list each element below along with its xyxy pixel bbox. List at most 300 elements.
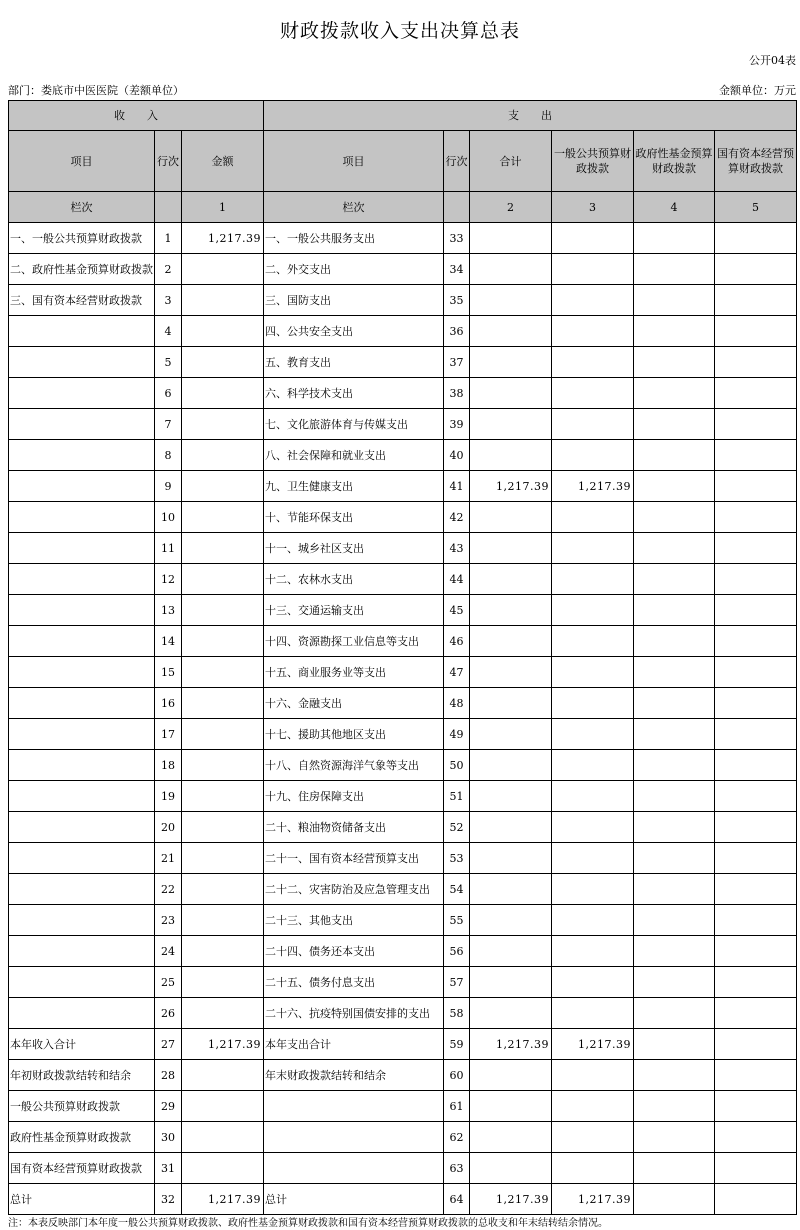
gov-fund-cell [634, 347, 715, 378]
gov-fund-cell [634, 502, 715, 533]
table-row [9, 719, 797, 750]
income-line-cell: 14 [155, 626, 182, 657]
state-capital-cell [715, 1184, 797, 1215]
total-cell [470, 533, 552, 564]
state-capital-cell [715, 471, 797, 502]
table-row [9, 750, 797, 781]
state-capital-cell [715, 688, 797, 719]
gov-fund-cell [634, 843, 715, 874]
income-amount-cell [182, 812, 264, 843]
expense-item-cell: 二十六、抗疫特别国债安排的支出 [264, 998, 444, 1029]
expense-item-cell: 九、卫生健康支出 [264, 471, 444, 502]
general-budget-cell [552, 347, 634, 378]
expense-item-cell: 十五、商业服务业等支出 [264, 657, 444, 688]
state-capital-cell [715, 285, 797, 316]
total-cell [470, 843, 552, 874]
state-capital-cell [715, 1122, 797, 1153]
general-budget-cell [552, 750, 634, 781]
expense-line-cell: 55 [444, 905, 470, 936]
income-item-cell: 本年收入合计 [9, 1029, 155, 1060]
income-item-cell [9, 657, 155, 688]
income-line-cell: 9 [155, 471, 182, 502]
total-cell: 1,217.39 [470, 1029, 552, 1060]
income-line-header: 行次 [155, 131, 182, 192]
expense-item-header: 项目 [264, 131, 444, 192]
general-budget-cell [552, 967, 634, 998]
income-amount-cell [182, 533, 264, 564]
state-capital-cell [715, 750, 797, 781]
expense-item-cell: 八、社会保障和就业支出 [264, 440, 444, 471]
column-2: 2 [470, 192, 552, 223]
income-header: 收 入 [9, 101, 264, 131]
total-cell [470, 967, 552, 998]
table-row [9, 1091, 797, 1122]
expense-line-cell: 42 [444, 502, 470, 533]
general-budget-cell [552, 502, 634, 533]
expense-line-cell: 60 [444, 1060, 470, 1091]
expense-item-cell: 十三、交通运输支出 [264, 595, 444, 626]
income-item-cell [9, 471, 155, 502]
state-capital-cell [715, 812, 797, 843]
income-amount-cell [182, 1091, 264, 1122]
income-line-cell: 27 [155, 1029, 182, 1060]
expense-item-cell: 十二、农林水支出 [264, 564, 444, 595]
table-row [9, 967, 797, 998]
general-budget-cell [552, 1091, 634, 1122]
table-row [9, 843, 797, 874]
general-budget-cell [552, 1153, 634, 1184]
total-cell [470, 564, 552, 595]
expense-item-cell: 四、公共安全支出 [264, 316, 444, 347]
expense-item-cell: 五、教育支出 [264, 347, 444, 378]
expense-line-cell: 54 [444, 874, 470, 905]
expense-line-header: 行次 [444, 131, 470, 192]
expense-line-cell: 34 [444, 254, 470, 285]
state-capital-cell [715, 781, 797, 812]
expense-item-cell: 总计 [264, 1184, 444, 1215]
income-amount-cell [182, 285, 264, 316]
gov-fund-cell [634, 254, 715, 285]
total-cell [470, 1122, 552, 1153]
gov-fund-cell [634, 905, 715, 936]
income-amount-cell [182, 440, 264, 471]
gov-fund-cell [634, 533, 715, 564]
gov-fund-cell [634, 564, 715, 595]
expense-line-cell: 43 [444, 533, 470, 564]
total-cell [470, 719, 552, 750]
expense-line-cell: 51 [444, 781, 470, 812]
expense-header: 支 出 [264, 101, 797, 131]
expense-line-cell: 40 [444, 440, 470, 471]
income-item-cell [9, 409, 155, 440]
state-capital-cell [715, 440, 797, 471]
expense-line-cell: 41 [444, 471, 470, 502]
income-item-cell: 一、一般公共预算财政拨款 [9, 223, 155, 254]
expense-line-cell: 58 [444, 998, 470, 1029]
general-budget-cell [552, 998, 634, 1029]
income-amount-cell [182, 905, 264, 936]
income-item-cell [9, 564, 155, 595]
state-capital-cell [715, 967, 797, 998]
income-item-cell: 国有资本经营预算财政拨款 [9, 1153, 155, 1184]
table-row [9, 1122, 797, 1153]
income-line-cell: 3 [155, 285, 182, 316]
expense-item-cell: 年末财政拨款结转和结余 [264, 1060, 444, 1091]
state-capital-cell [715, 378, 797, 409]
table-row [9, 533, 797, 564]
table-row [9, 409, 797, 440]
general-budget-cell [552, 378, 634, 409]
expense-line-cell: 64 [444, 1184, 470, 1215]
expense-line-cell: 45 [444, 595, 470, 626]
general-budget-cell [552, 316, 634, 347]
income-line-cell: 24 [155, 936, 182, 967]
general-budget-cell [552, 254, 634, 285]
expense-item-cell: 十六、金融支出 [264, 688, 444, 719]
income-line-cell: 30 [155, 1122, 182, 1153]
expense-line-cell: 50 [444, 750, 470, 781]
gov-fund-cell [634, 1091, 715, 1122]
income-item-cell: 政府性基金预算财政拨款 [9, 1122, 155, 1153]
gov-fund-cell [634, 781, 715, 812]
general-budget-cell [552, 843, 634, 874]
income-item-cell [9, 595, 155, 626]
income-amount-cell: 1,217.39 [182, 1029, 264, 1060]
state-capital-cell [715, 1153, 797, 1184]
income-line-cell: 4 [155, 316, 182, 347]
column-label: 栏次 [9, 192, 155, 223]
expense-item-cell: 十七、援助其他地区支出 [264, 719, 444, 750]
total-cell [470, 378, 552, 409]
gov-fund-cell [634, 874, 715, 905]
gov-fund-cell [634, 1153, 715, 1184]
gov-fund-cell [634, 285, 715, 316]
income-item-cell: 二、政府性基金预算财政拨款 [9, 254, 155, 285]
income-line-cell: 11 [155, 533, 182, 564]
income-item-cell [9, 750, 155, 781]
expense-line-cell: 44 [444, 564, 470, 595]
state-capital-cell [715, 874, 797, 905]
gov-fund-cell [634, 1122, 715, 1153]
general-budget-cell [552, 595, 634, 626]
expense-item-cell: 二十、粮油物资储备支出 [264, 812, 444, 843]
state-capital-cell [715, 254, 797, 285]
table-row [9, 626, 797, 657]
expense-item-cell: 七、文化旅游体育与传媒支出 [264, 409, 444, 440]
column-5: 5 [715, 192, 797, 223]
expense-item-cell: 本年支出合计 [264, 1029, 444, 1060]
table-row [9, 1184, 797, 1215]
total-cell [470, 502, 552, 533]
income-amount-header: 金额 [182, 131, 264, 192]
form-number: 公开04表 [749, 54, 796, 67]
total-cell [470, 905, 552, 936]
expense-line-cell: 37 [444, 347, 470, 378]
expense-line-cell: 57 [444, 967, 470, 998]
expense-item-cell: 二十三、其他支出 [264, 905, 444, 936]
state-capital-cell [715, 533, 797, 564]
income-amount-cell [182, 502, 264, 533]
gov-fund-header: 政府性基金预算财政拨款 [634, 131, 715, 192]
gov-fund-cell [634, 595, 715, 626]
income-line-cell: 22 [155, 874, 182, 905]
income-amount-cell [182, 874, 264, 905]
expense-line-cell: 46 [444, 626, 470, 657]
general-budget-cell [552, 409, 634, 440]
column-blank-2 [444, 192, 470, 223]
table-row [9, 440, 797, 471]
general-budget-header: 一般公共预算财政拨款 [552, 131, 634, 192]
table-row [9, 347, 797, 378]
gov-fund-cell [634, 378, 715, 409]
expense-line-cell: 52 [444, 812, 470, 843]
total-cell: 1,217.39 [470, 471, 552, 502]
expense-item-cell: 二十一、国有资本经营预算支出 [264, 843, 444, 874]
table-row [9, 998, 797, 1029]
income-amount-cell: 1,217.39 [182, 1184, 264, 1215]
expense-item-cell [264, 1091, 444, 1122]
general-budget-cell [552, 440, 634, 471]
total-cell: 1,217.39 [470, 1184, 552, 1215]
general-budget-cell [552, 905, 634, 936]
state-capital-cell [715, 936, 797, 967]
total-cell [470, 781, 552, 812]
income-amount-cell [182, 595, 264, 626]
state-capital-cell [715, 905, 797, 936]
table-row [9, 471, 797, 502]
general-budget-cell: 1,217.39 [552, 1184, 634, 1215]
income-amount-cell [182, 843, 264, 874]
income-amount-cell [182, 347, 264, 378]
income-item-header: 项目 [9, 131, 155, 192]
income-amount-cell [182, 378, 264, 409]
table-row [9, 316, 797, 347]
table-row [9, 564, 797, 595]
expense-line-cell: 62 [444, 1122, 470, 1153]
income-item-cell [9, 998, 155, 1029]
income-line-cell: 25 [155, 967, 182, 998]
expense-line-cell: 56 [444, 936, 470, 967]
income-item-cell [9, 843, 155, 874]
unit-label: 金额单位：万元 [719, 84, 796, 97]
table-row [9, 812, 797, 843]
gov-fund-cell [634, 440, 715, 471]
income-item-cell [9, 347, 155, 378]
income-amount-cell [182, 967, 264, 998]
income-amount-cell [182, 1060, 264, 1091]
expense-item-cell [264, 1153, 444, 1184]
table-row [9, 688, 797, 719]
state-capital-cell [715, 843, 797, 874]
income-line-cell: 10 [155, 502, 182, 533]
page-title: 财政拨款收入支出决算总表 [279, 20, 520, 42]
total-cell [470, 998, 552, 1029]
total-cell [470, 936, 552, 967]
income-item-cell [9, 719, 155, 750]
general-budget-cell: 1,217.39 [552, 471, 634, 502]
income-line-cell: 16 [155, 688, 182, 719]
gov-fund-cell [634, 967, 715, 998]
gov-fund-cell [634, 223, 715, 254]
income-item-cell [9, 502, 155, 533]
general-budget-cell [552, 719, 634, 750]
table-row [9, 378, 797, 409]
table-row [9, 1060, 797, 1091]
state-capital-cell [715, 502, 797, 533]
income-item-cell [9, 967, 155, 998]
footnote: 注：本表反映部门本年度一般公共预算财政拨款、政府性基金预算财政拨款和国有资本经营预算财政拨款的总收支和年末结转结余情况。 [8, 1218, 608, 1229]
expense-line-cell: 49 [444, 719, 470, 750]
total-cell [470, 657, 552, 688]
income-line-cell: 19 [155, 781, 182, 812]
income-item-cell [9, 533, 155, 564]
expense-item-cell: 十九、住房保障支出 [264, 781, 444, 812]
state-capital-cell [715, 564, 797, 595]
department-label: 部门：娄底市中医医院（差额单位） [8, 84, 184, 97]
expense-item-cell: 二十五、债务付息支出 [264, 967, 444, 998]
income-amount-cell [182, 688, 264, 719]
income-amount-cell [182, 626, 264, 657]
expense-line-cell: 38 [444, 378, 470, 409]
income-item-cell [9, 874, 155, 905]
table-row [9, 285, 797, 316]
expense-item-cell [264, 1122, 444, 1153]
expense-item-cell: 二十四、债务还本支出 [264, 936, 444, 967]
income-line-cell: 8 [155, 440, 182, 471]
table-row [9, 1153, 797, 1184]
total-cell [470, 1060, 552, 1091]
state-capital-cell [715, 719, 797, 750]
income-line-cell: 7 [155, 409, 182, 440]
income-amount-cell [182, 936, 264, 967]
gov-fund-cell [634, 1060, 715, 1091]
total-cell [470, 688, 552, 719]
general-budget-cell [552, 564, 634, 595]
gov-fund-cell [634, 936, 715, 967]
income-line-cell: 28 [155, 1060, 182, 1091]
income-item-cell [9, 781, 155, 812]
general-budget-cell: 1,217.39 [552, 1029, 634, 1060]
total-cell [470, 347, 552, 378]
general-budget-cell [552, 874, 634, 905]
table-row [9, 254, 797, 285]
general-budget-cell [552, 223, 634, 254]
income-line-cell: 13 [155, 595, 182, 626]
gov-fund-cell [634, 688, 715, 719]
state-capital-cell [715, 626, 797, 657]
expense-item-cell: 十八、自然资源海洋气象等支出 [264, 750, 444, 781]
expense-line-cell: 53 [444, 843, 470, 874]
table-row [9, 223, 797, 254]
income-line-cell: 20 [155, 812, 182, 843]
table-row [9, 781, 797, 812]
expense-line-cell: 39 [444, 409, 470, 440]
income-item-cell [9, 812, 155, 843]
general-budget-cell [552, 626, 634, 657]
expense-item-cell: 六、科学技术支出 [264, 378, 444, 409]
income-amount-cell [182, 316, 264, 347]
general-budget-cell [552, 285, 634, 316]
table-row [9, 936, 797, 967]
total-cell [470, 750, 552, 781]
income-item-cell [9, 440, 155, 471]
general-budget-cell [552, 1122, 634, 1153]
state-capital-cell [715, 657, 797, 688]
income-line-cell: 31 [155, 1153, 182, 1184]
total-cell [470, 595, 552, 626]
column-1: 1 [182, 192, 264, 223]
total-cell [470, 626, 552, 657]
total-cell [470, 874, 552, 905]
total-cell [470, 316, 552, 347]
column-4: 4 [634, 192, 715, 223]
income-item-cell [9, 316, 155, 347]
expense-item-cell: 二十二、灾害防治及应急管理支出 [264, 874, 444, 905]
income-item-cell: 年初财政拨款结转和结余 [9, 1060, 155, 1091]
income-line-cell: 18 [155, 750, 182, 781]
gov-fund-cell [634, 1029, 715, 1060]
state-capital-cell [715, 409, 797, 440]
general-budget-cell [552, 1060, 634, 1091]
income-line-cell: 5 [155, 347, 182, 378]
state-capital-cell [715, 223, 797, 254]
table-row [9, 657, 797, 688]
income-amount-cell [182, 564, 264, 595]
total-cell [470, 1153, 552, 1184]
column-label-2: 栏次 [264, 192, 444, 223]
income-line-cell: 2 [155, 254, 182, 285]
income-amount-cell [182, 719, 264, 750]
income-item-cell [9, 626, 155, 657]
budget-table [8, 100, 797, 1215]
expense-line-cell: 36 [444, 316, 470, 347]
gov-fund-cell [634, 998, 715, 1029]
income-amount-cell [182, 1153, 264, 1184]
gov-fund-cell [634, 471, 715, 502]
expense-item-cell: 十、节能环保支出 [264, 502, 444, 533]
total-cell [470, 1091, 552, 1122]
gov-fund-cell [634, 750, 715, 781]
gov-fund-cell [634, 316, 715, 347]
table-row [9, 502, 797, 533]
income-line-cell: 12 [155, 564, 182, 595]
income-line-cell: 17 [155, 719, 182, 750]
expense-line-cell: 63 [444, 1153, 470, 1184]
general-budget-cell [552, 688, 634, 719]
income-line-cell: 6 [155, 378, 182, 409]
income-line-cell: 26 [155, 998, 182, 1029]
income-amount-cell [182, 409, 264, 440]
income-item-cell [9, 688, 155, 719]
expense-line-cell: 48 [444, 688, 470, 719]
income-amount-cell [182, 1122, 264, 1153]
gov-fund-cell [634, 719, 715, 750]
total-cell [470, 409, 552, 440]
expense-line-cell: 59 [444, 1029, 470, 1060]
expense-item-cell: 十一、城乡社区支出 [264, 533, 444, 564]
expense-item-cell: 十四、资源勘探工业信息等支出 [264, 626, 444, 657]
income-line-cell: 23 [155, 905, 182, 936]
table-row [9, 1029, 797, 1060]
general-budget-cell [552, 812, 634, 843]
income-item-cell [9, 378, 155, 409]
income-amount-cell: 1,217.39 [182, 223, 264, 254]
total-cell [470, 285, 552, 316]
income-amount-cell [182, 781, 264, 812]
income-item-cell [9, 905, 155, 936]
general-budget-cell [552, 657, 634, 688]
income-line-cell: 1 [155, 223, 182, 254]
